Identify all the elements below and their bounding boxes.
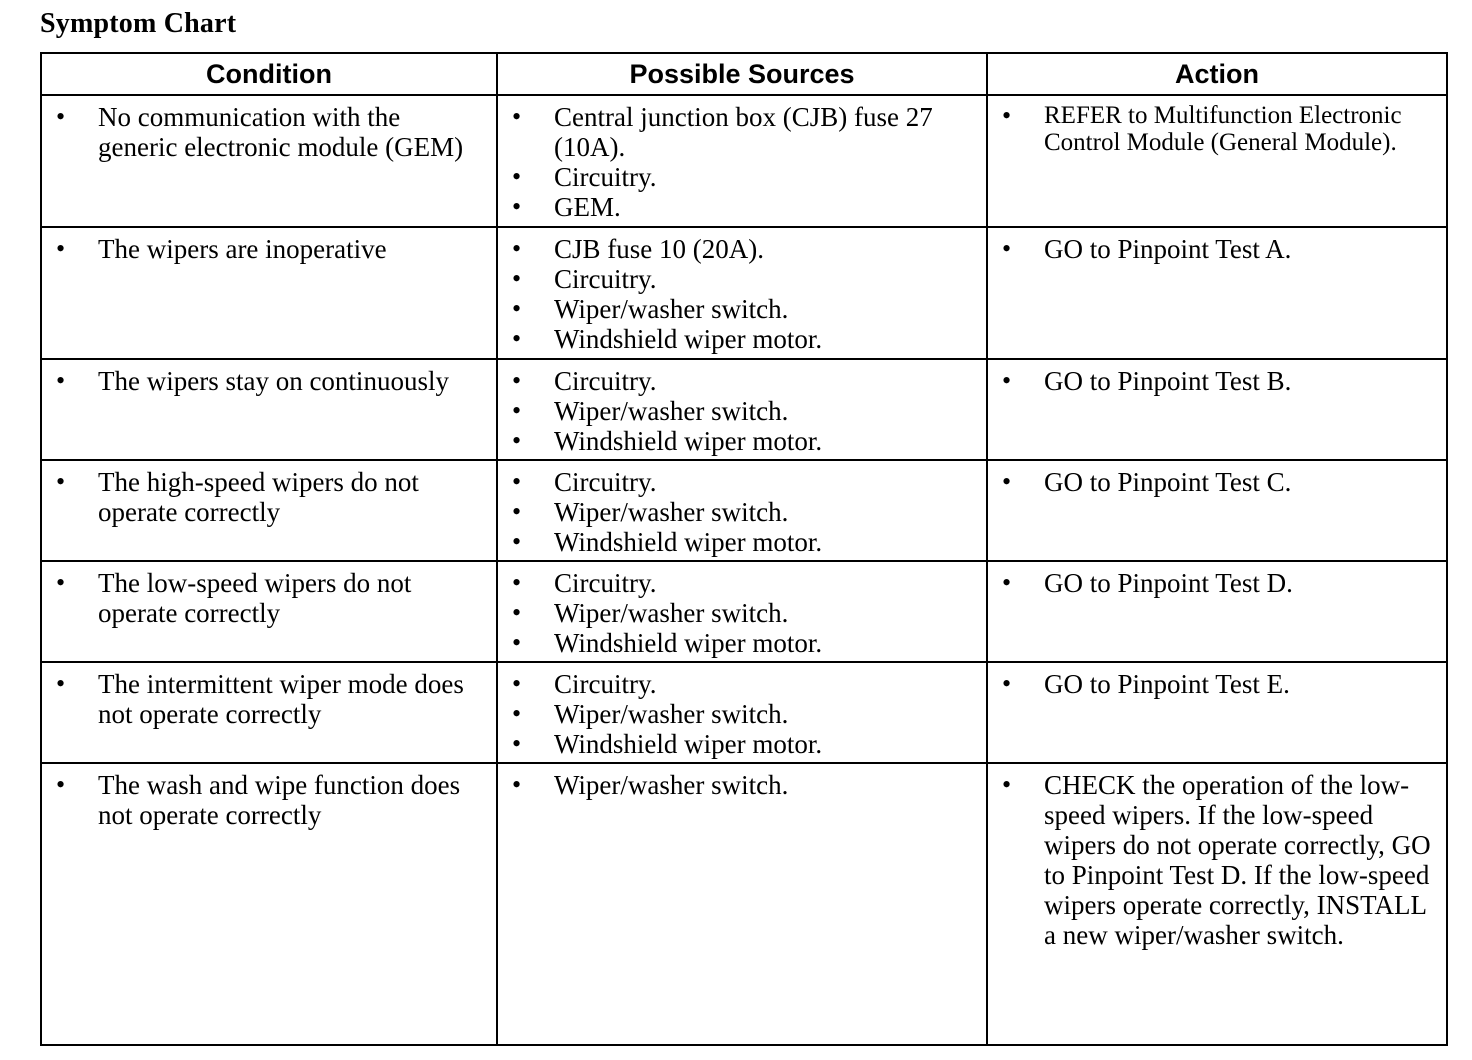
sources-cell	[497, 763, 987, 1045]
condition-cell	[41, 662, 497, 763]
condition-cell	[41, 460, 497, 561]
source-item: • GEM.	[510, 192, 976, 222]
source-item: • Wiper/washer switch.	[510, 294, 976, 324]
table-row	[41, 561, 1447, 662]
sources-cell	[497, 460, 987, 561]
condition-text: • The wash and wipe function does not operate correctly	[54, 770, 486, 830]
condition-text: • The wipers are inoperative	[54, 234, 486, 264]
source-item: • Windshield wiper motor.	[510, 628, 976, 658]
source-item: • CJB fuse 10 (20A).	[510, 234, 976, 264]
condition-text: • The low-speed wipers do not operate correctly	[54, 568, 486, 628]
action-text: • GO to Pinpoint Test E.	[1000, 669, 1436, 699]
action-text: • REFER to Multifunction Electronic Control Module (General Module).	[1000, 102, 1436, 156]
source-item: • Circuitry.	[510, 366, 976, 396]
source-item: • Circuitry.	[510, 669, 976, 699]
source-item: • Windshield wiper motor.	[510, 426, 976, 456]
source-item: • Wiper/washer switch.	[510, 770, 976, 800]
table-row	[41, 460, 1447, 561]
action-text: • GO to Pinpoint Test B.	[1000, 366, 1436, 396]
action-text: • GO to Pinpoint Test C.	[1000, 467, 1436, 497]
source-item: • Wiper/washer switch.	[510, 497, 976, 527]
table-row	[41, 95, 1447, 227]
source-item: • Circuitry.	[510, 568, 976, 598]
condition-text: • The high-speed wipers do not operate correctly	[54, 467, 486, 527]
sources-cell	[497, 227, 987, 359]
action-text: • GO to Pinpoint Test A.	[1000, 234, 1436, 264]
source-item: • Circuitry.	[510, 162, 976, 192]
source-item: • Windshield wiper motor.	[510, 324, 976, 354]
table-row	[41, 359, 1447, 460]
header-possible-sources: Possible Sources	[497, 53, 987, 95]
action-cell	[987, 460, 1447, 561]
condition-cell	[41, 561, 497, 662]
action-cell	[987, 95, 1447, 227]
table-row	[41, 763, 1447, 1045]
condition-cell	[41, 359, 497, 460]
action-cell	[987, 561, 1447, 662]
action-cell	[987, 763, 1447, 1045]
header-row	[41, 53, 1447, 95]
action-text: • CHECK the operation of the low-speed wipers. If the low-speed wipers do not operate correctly, GO to Pinpoint Test D. If the low-speed wipers operate correctly, INSTALL a new wiper/washer switch.	[1000, 770, 1436, 950]
condition-cell	[41, 763, 497, 1045]
source-item: • Circuitry.	[510, 264, 976, 294]
source-item: • Wiper/washer switch.	[510, 699, 976, 729]
condition-text: • No communication with the generic electronic module (GEM)	[54, 102, 486, 162]
page-title: Symptom Chart	[40, 8, 237, 39]
action-text: • GO to Pinpoint Test D.	[1000, 568, 1436, 598]
condition-text: • The wipers stay on continuously	[54, 366, 486, 396]
source-item: • Central junction box (CJB) fuse 27 (10A).	[510, 102, 976, 162]
condition-text: • The intermittent wiper mode does not operate correctly	[54, 669, 486, 729]
source-item: • Wiper/washer switch.	[510, 598, 976, 628]
source-item: • Windshield wiper motor.	[510, 729, 976, 759]
action-cell	[987, 662, 1447, 763]
sources-cell	[497, 662, 987, 763]
condition-cell	[41, 95, 497, 227]
sources-cell	[497, 359, 987, 460]
header-action: Action	[987, 53, 1447, 95]
header-condition: Condition	[41, 53, 497, 95]
action-cell	[987, 359, 1447, 460]
sources-cell	[497, 95, 987, 227]
source-item: • Wiper/washer switch.	[510, 396, 976, 426]
table-row	[41, 662, 1447, 763]
sources-cell	[497, 561, 987, 662]
condition-cell	[41, 227, 497, 359]
source-item: • Circuitry.	[510, 467, 976, 497]
source-item: • Windshield wiper motor.	[510, 527, 976, 557]
action-cell	[987, 227, 1447, 359]
table-row	[41, 227, 1447, 359]
symptom-table	[40, 52, 1448, 1046]
